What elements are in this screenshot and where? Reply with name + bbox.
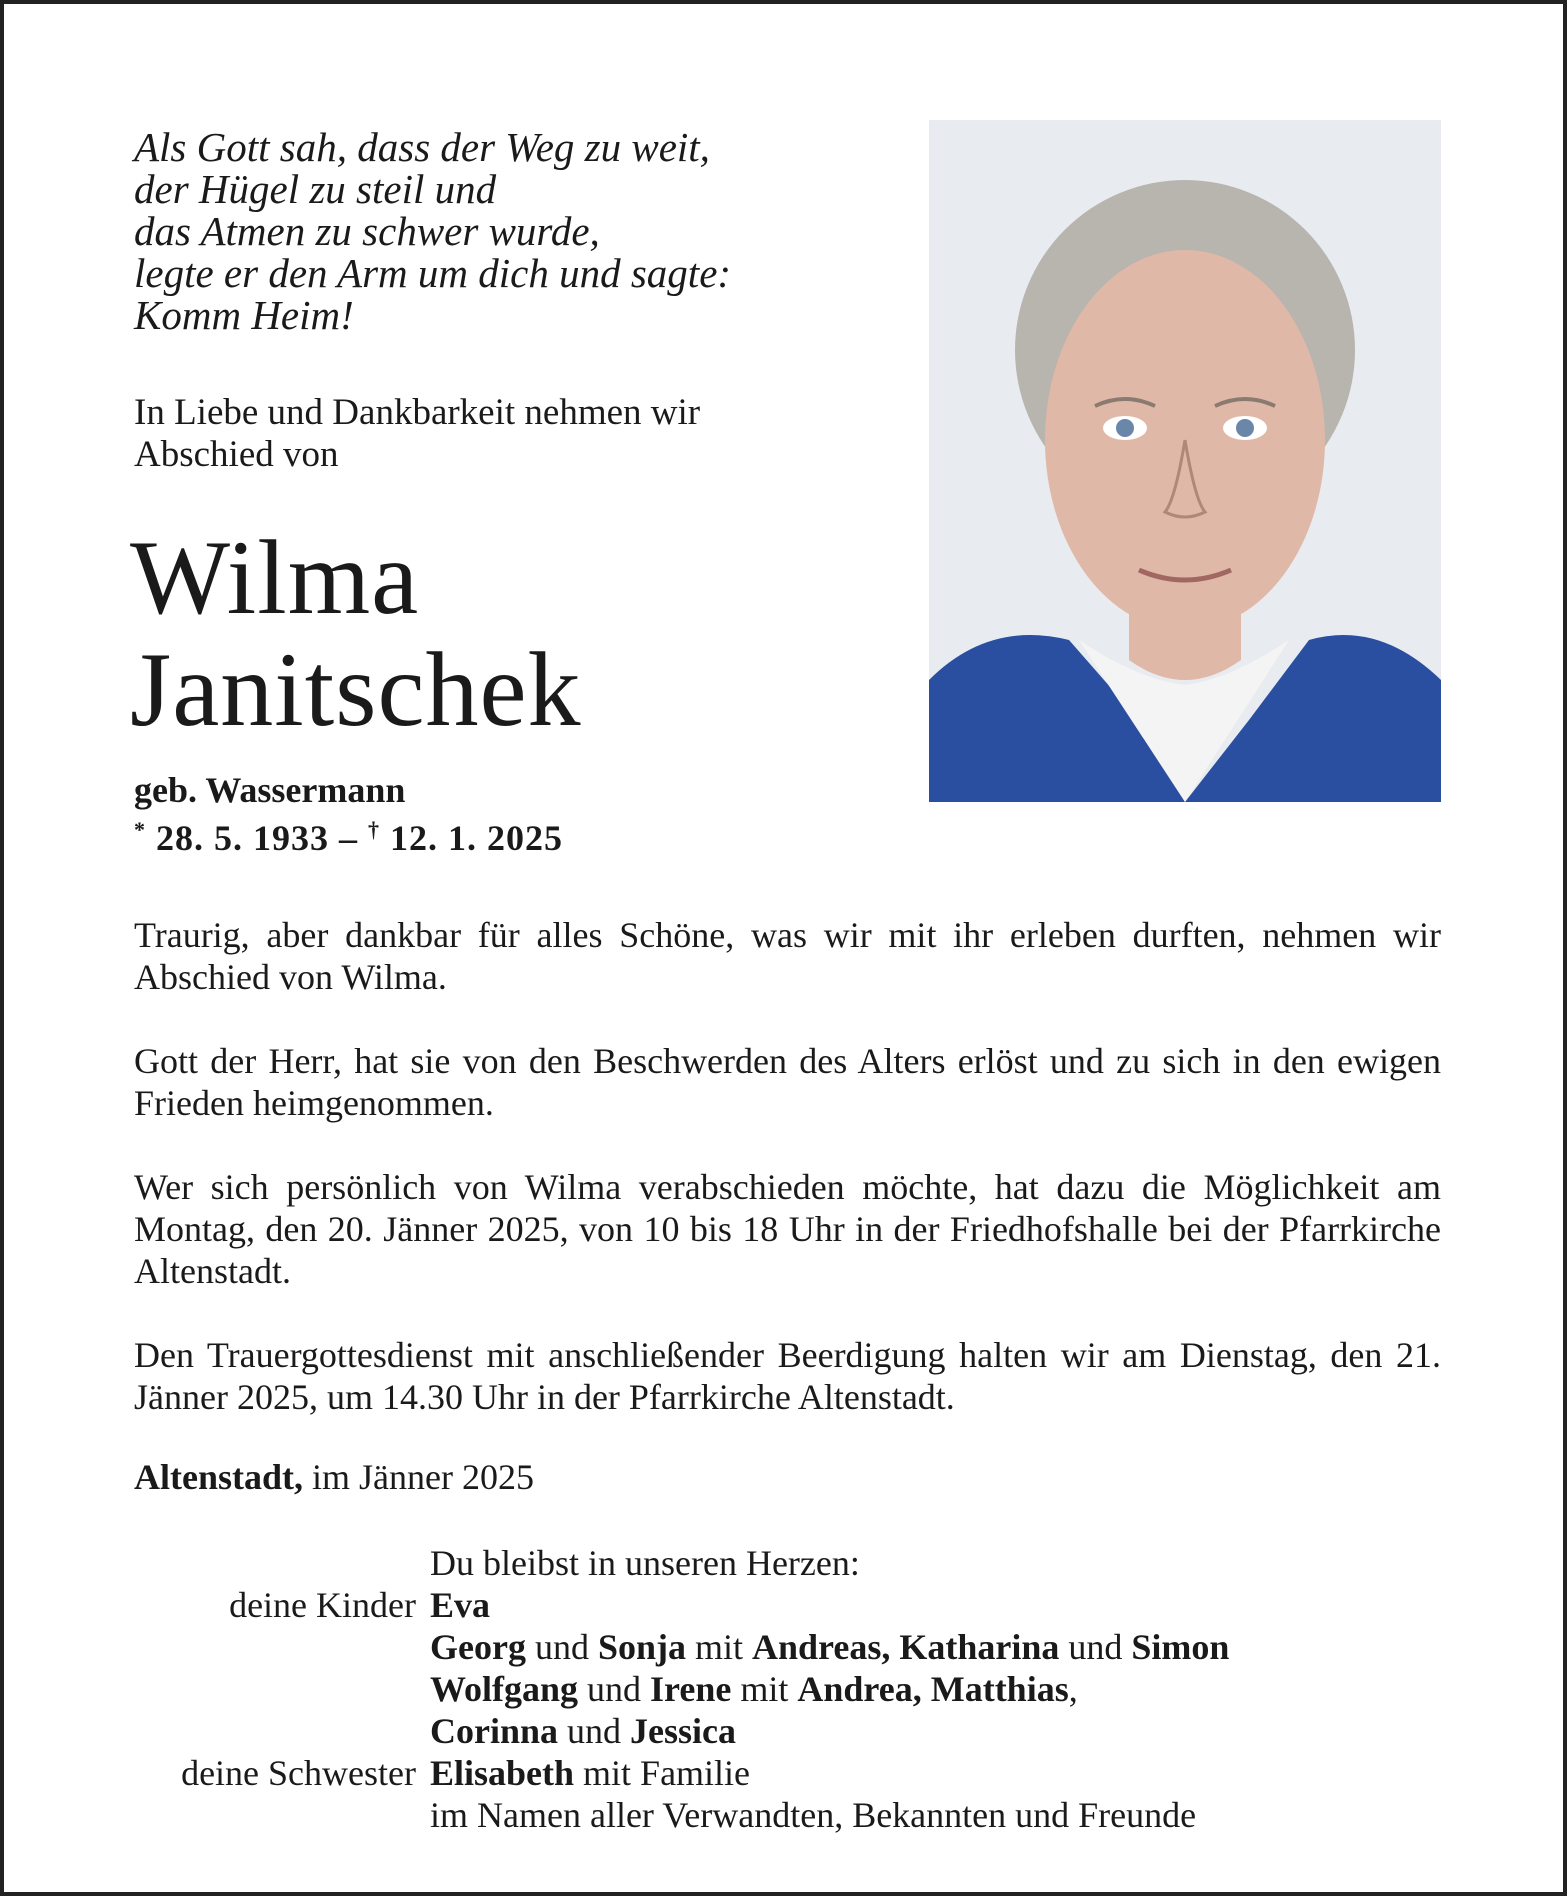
family-connector: mit (731, 1669, 798, 1709)
date-separator: – (339, 818, 358, 858)
family-member-name: Andrea, Matthias (797, 1669, 1069, 1709)
poem-line: das Atmen zu schwer wurde, (134, 208, 600, 254)
paragraph-gratitude: Traurig, aber dankbar für alles Schöne, was wir mit ihr erleben durften, nehmen wir Abschied von Wilma. (134, 915, 1441, 997)
paragraph-viewing: Wer sich persönlich von Wilma verabschieden möchte, hat dazu die Möglichkeit am Montag, den 20. Jänner 2025, von 10 bis 18 Uhr in der Friedhofshalle bei der Pfarrkirche Altenstadt. (134, 1167, 1441, 1291)
sister-label: deine Schwester (181, 1753, 416, 1793)
family-connector: und (525, 1627, 598, 1667)
family-member-name: Corinna (430, 1711, 559, 1751)
birth-date: 28. 5. 1933 (156, 818, 329, 858)
sister-row (134, 1752, 1441, 1794)
main-text (134, 914, 1441, 1460)
paragraph-peace: Gott der Herr, hat sie von den Beschwerden des Alters erlöst und zu sich in den ewigen Frieden heimgenommen. (134, 1041, 1441, 1123)
family-member-name: Simon (1131, 1627, 1230, 1667)
deceased-name (130, 519, 582, 748)
closing-line: im Namen aller Verwandten, Bekannten und Freunde (430, 1795, 1197, 1835)
poem-line: legte er den Arm um dich und sagte: (134, 250, 732, 296)
maiden-name: geb. Wassermann (134, 770, 406, 810)
family-heading-row (134, 1542, 1441, 1584)
family-connector: und (1059, 1627, 1132, 1667)
life-dates (134, 810, 563, 858)
family-member-name: Andreas, Katharina (752, 1627, 1060, 1667)
family-heading: Du bleibst in unseren Herzen: (430, 1543, 860, 1583)
family-line (430, 1626, 1441, 1668)
right-iris (1236, 419, 1254, 437)
family-member-name: Jessica (630, 1711, 737, 1751)
place-date (134, 1456, 534, 1498)
family-list (134, 1542, 1441, 1836)
children-row (134, 1668, 1441, 1710)
paragraph-funeral: Den Trauergottesdienst mit anschließender Beerdigung halten wir am Dienstag, den 21. Jänner 2025, um 14.30 Uhr in der Pfarrkirche Altenstadt. (134, 1335, 1441, 1417)
poem-line: der Hügel zu steil und (134, 166, 497, 212)
intro-text (134, 392, 700, 476)
family-member-name: Sonja (597, 1627, 686, 1667)
death-date: 12. 1. 2025 (390, 818, 563, 858)
children-label: deine Kinder (229, 1585, 416, 1625)
poem-line: Komm Heim! (134, 292, 354, 338)
portrait-illustration (929, 120, 1441, 802)
portrait-photo (929, 120, 1441, 802)
poem-line: Als Gott sah, dass der Weg zu weit, (134, 124, 710, 170)
birth-info (134, 770, 563, 858)
place-town: Altenstadt, (134, 1457, 303, 1497)
family-connector: mit Familie (574, 1753, 751, 1793)
child-name: Eva (430, 1585, 491, 1625)
left-iris (1116, 419, 1134, 437)
family-connector: , (1068, 1669, 1078, 1709)
last-name: Janitschek (130, 631, 582, 748)
family-member-name: Wolfgang (430, 1669, 579, 1709)
first-name: Wilma (130, 519, 420, 636)
closing-row (134, 1794, 1441, 1836)
family-line (430, 1752, 1441, 1794)
family-connector: mit (686, 1627, 753, 1667)
children-row (134, 1584, 1441, 1626)
family-member-name: Georg (430, 1627, 526, 1667)
family-line (430, 1710, 1441, 1752)
family-connector: und (558, 1711, 631, 1751)
birth-symbol: * (134, 817, 146, 842)
family-member-name: Irene (650, 1669, 732, 1709)
family-line (430, 1668, 1441, 1710)
family-member-name: Elisabeth (430, 1753, 575, 1793)
place-month: im Jänner 2025 (303, 1457, 534, 1497)
death-symbol: † (368, 817, 380, 842)
family-connector: und (578, 1669, 651, 1709)
intro-line: Abschied von (134, 434, 339, 475)
intro-line: In Liebe und Dankbarkeit nehmen wir (134, 392, 701, 433)
poem (134, 126, 731, 336)
children-row (134, 1710, 1441, 1752)
children-row (134, 1626, 1441, 1668)
